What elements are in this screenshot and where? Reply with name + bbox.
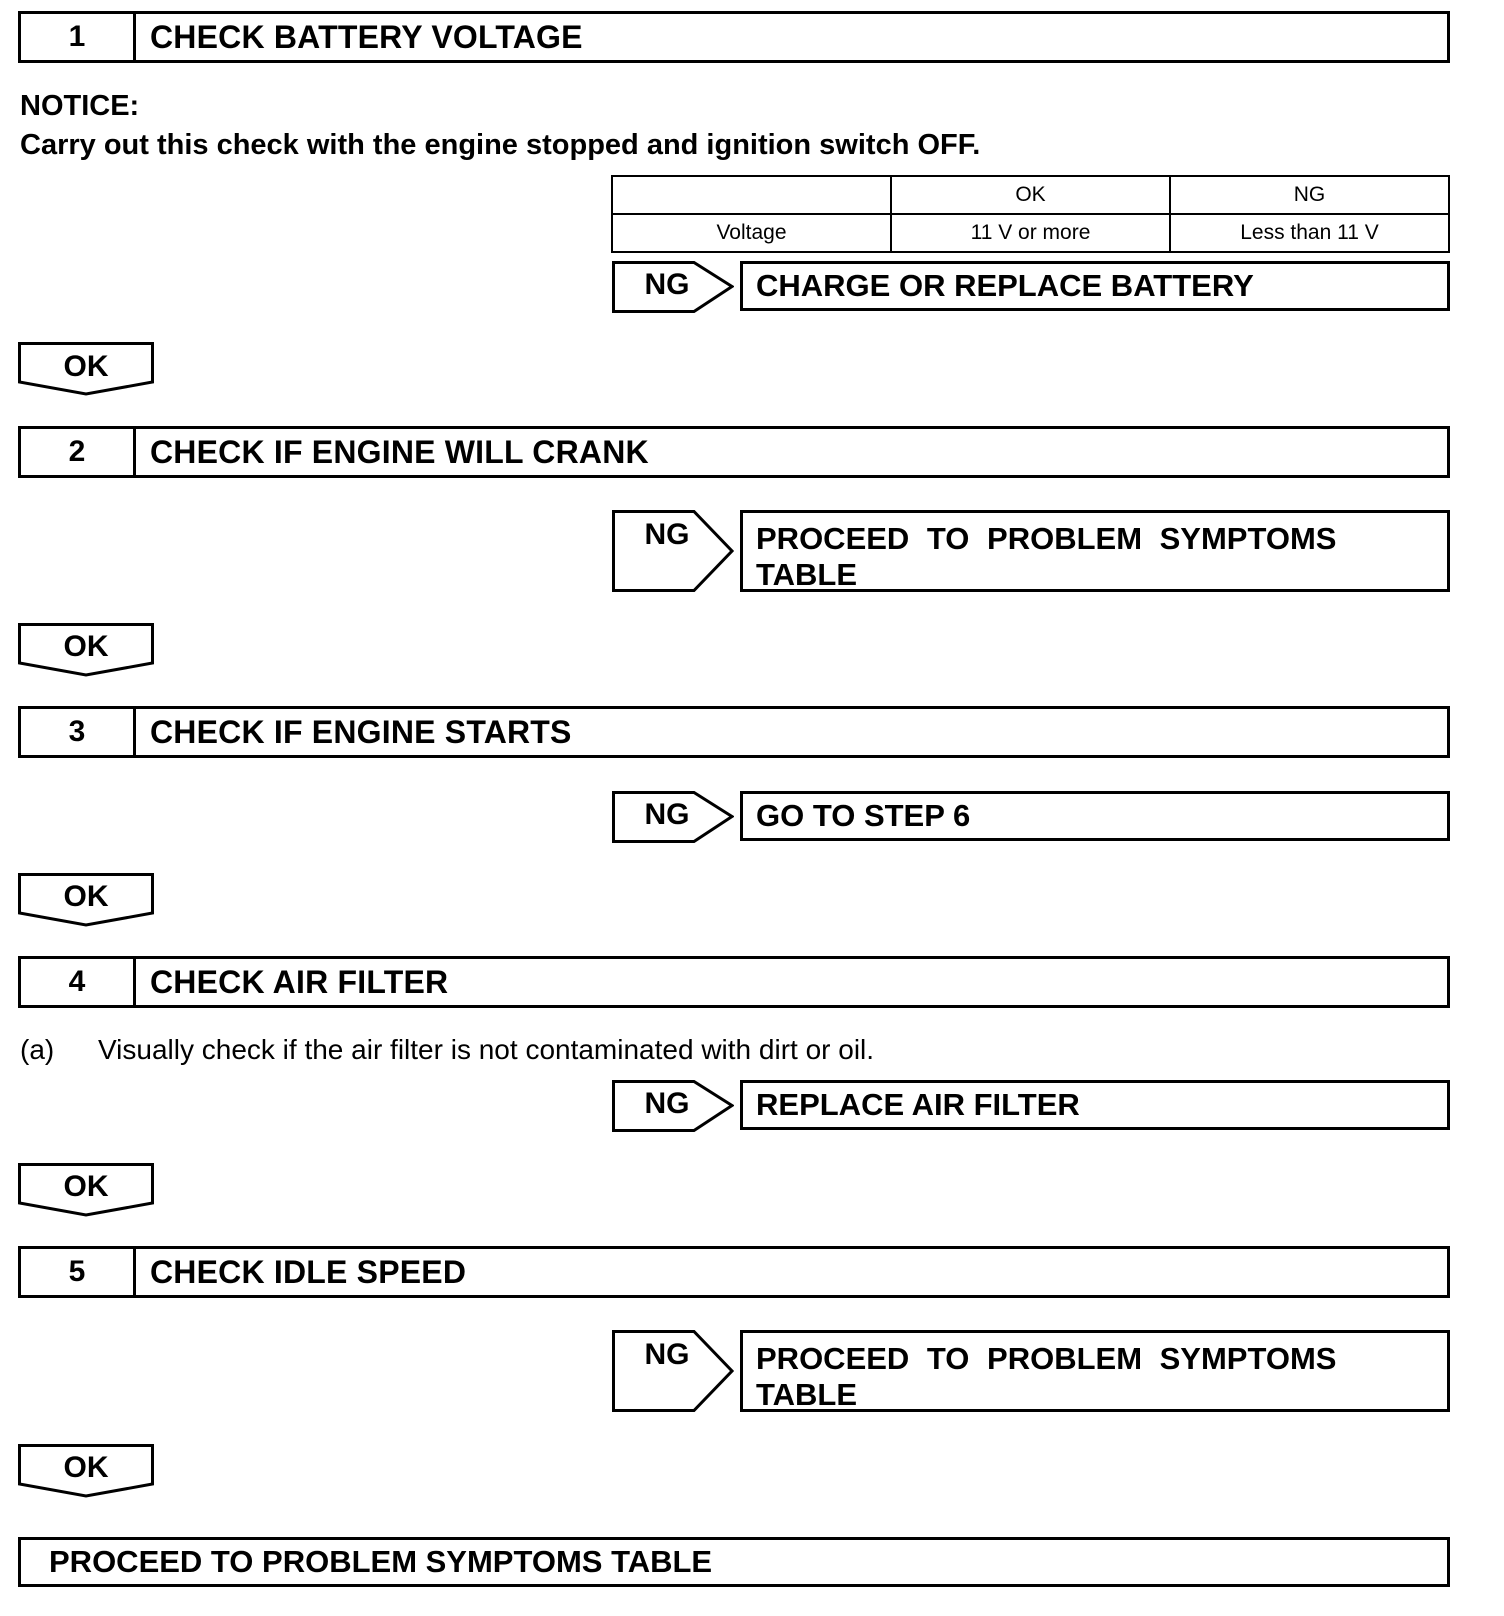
notice-heading: NOTICE: — [20, 90, 140, 122]
substep-a — [20, 1034, 874, 1066]
table-cell: Less than 11 V — [1170, 214, 1449, 252]
step-number: 1 — [21, 14, 136, 60]
ng-result-box: REPLACE AIR FILTER — [740, 1080, 1450, 1130]
table-cell — [612, 176, 891, 214]
ng-result-box: PROCEED TO PROBLEM SYMPTOMS TABLE — [740, 1330, 1450, 1412]
step-title: CHECK IF ENGINE WILL CRANK — [150, 433, 649, 470]
notice-text: Carry out this check with the engine stopped and ignition switch OFF. — [20, 129, 981, 161]
ok-label: OK — [63, 350, 109, 383]
substep-text: Visually check if the air filter is not contaminated with dirt or oil. — [98, 1034, 875, 1065]
ok-label: OK — [63, 1451, 109, 1484]
substep-label: (a) — [20, 1034, 55, 1065]
final-result-box: PROCEED TO PROBLEM SYMPTOMS TABLE — [18, 1537, 1450, 1587]
ng-label: NG — [644, 798, 690, 831]
ng-result-box: GO TO STEP 6 — [740, 791, 1450, 841]
step-number: 2 — [21, 429, 136, 475]
step-4-header — [18, 956, 1450, 1008]
step-number: 4 — [21, 959, 136, 1005]
step-number: 3 — [21, 709, 136, 755]
ng-label: NG — [644, 268, 690, 301]
step-title: CHECK IDLE SPEED — [150, 1253, 467, 1290]
table-cell: Voltage — [612, 214, 891, 252]
ng-label: NG — [644, 518, 690, 551]
step-title: CHECK BATTERY VOLTAGE — [150, 18, 583, 55]
ng-label: NG — [644, 1338, 690, 1371]
ng-label: NG — [644, 1087, 690, 1120]
ng-result-box: CHARGE OR REPLACE BATTERY — [740, 261, 1450, 311]
step-number: 5 — [21, 1249, 136, 1295]
voltage-spec-table — [611, 175, 1450, 253]
step-2-header — [18, 426, 1450, 478]
step-title: CHECK AIR FILTER — [150, 963, 449, 1000]
table-row — [612, 214, 1449, 252]
ok-label: OK — [63, 1170, 109, 1203]
table-cell: OK — [891, 176, 1170, 214]
step-3-header — [18, 706, 1450, 758]
ng-result-box: PROCEED TO PROBLEM SYMPTOMS TABLE — [740, 510, 1450, 592]
table-cell: 11 V or more — [891, 214, 1170, 252]
table-header-row — [612, 176, 1449, 214]
ok-label: OK — [63, 630, 109, 663]
table-cell: NG — [1170, 176, 1449, 214]
step-1-header — [18, 11, 1450, 63]
ok-label: OK — [63, 880, 109, 913]
step-title: CHECK IF ENGINE STARTS — [150, 713, 572, 750]
step-5-header — [18, 1246, 1450, 1298]
